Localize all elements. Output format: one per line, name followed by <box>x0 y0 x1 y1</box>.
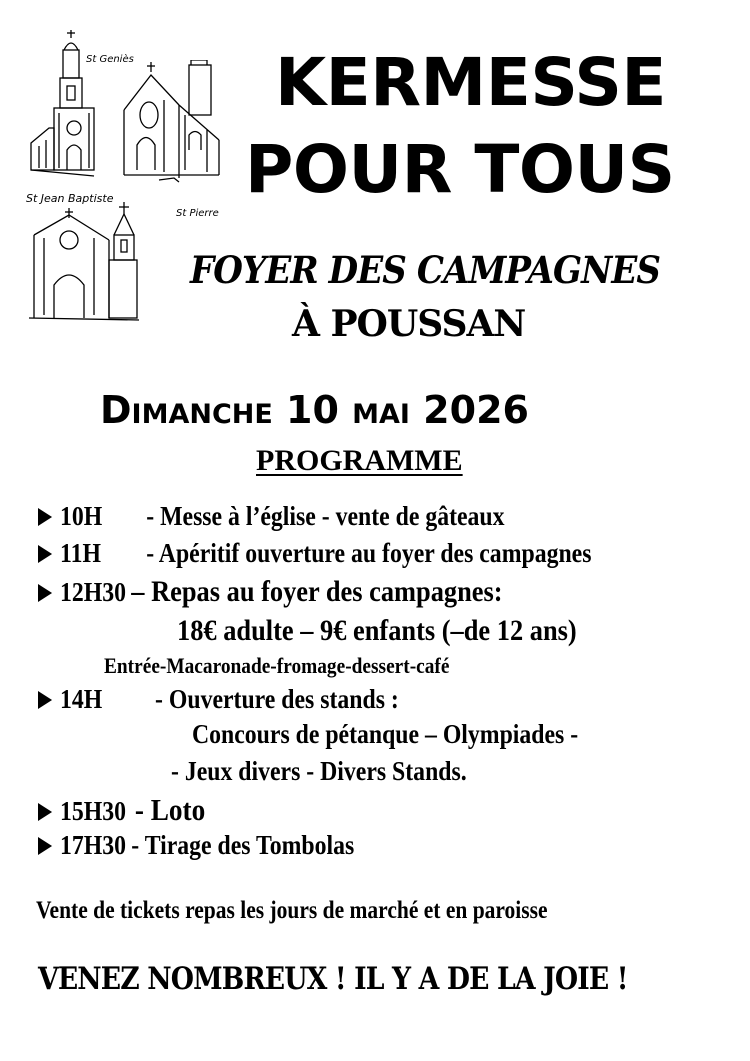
item-time: 10H <box>60 501 103 531</box>
programme-item-17h30 <box>38 830 354 861</box>
item-text: - Loto <box>134 792 206 827</box>
church-st-jean-baptiste-drawing <box>24 200 144 325</box>
venue-line-2: À POUSSAN <box>292 303 526 345</box>
triangle-bullet-icon <box>38 545 52 563</box>
church-st-genies-drawing <box>19 28 104 188</box>
programme-item-14h <box>38 684 399 715</box>
item-time: 14H <box>60 684 103 714</box>
item-text: – Repas au foyer des campagnes: <box>131 575 503 608</box>
church-label-st-pierre: St Pierre <box>176 208 219 219</box>
programme-item-12h30-price: 18€ adulte – 9€ enfants (–de 12 ans) <box>177 614 577 647</box>
event-date: Dimanche 10 mai 2026 <box>100 388 529 432</box>
programme-title: PROGRAMME <box>256 444 463 477</box>
tickets-note: Vente de tickets repas les jours de marché et en paroisse <box>36 897 548 924</box>
church-label-st-genies: St Geniès <box>86 54 134 65</box>
item-text: - Ouverture des stands : <box>155 684 399 714</box>
item-time: 12H30 <box>60 577 127 607</box>
triangle-bullet-icon <box>38 584 52 602</box>
title-line-2: POUR TOUS <box>245 131 675 208</box>
triangle-bullet-icon <box>38 803 52 821</box>
item-time: 11H <box>60 538 101 568</box>
programme-item-14h-sub-1: Concours de pétanque – Olympiades - <box>192 719 579 749</box>
closing-slogan: VENEZ NOMBREUX ! IL Y A DE LA JOIE ! <box>38 961 628 997</box>
item-time: 17H30 <box>60 830 127 860</box>
programme-item-11h <box>38 538 591 569</box>
programme-item-14h-sub-2: - Jeux divers - Divers Stands. <box>171 756 467 786</box>
programme-item-15h30 <box>38 792 205 828</box>
triangle-bullet-icon <box>38 837 52 855</box>
item-text: - Tirage des Tombolas <box>131 830 355 860</box>
programme-item-12h30-menu: Entrée-Macaronade-fromage-dessert-café <box>104 653 450 678</box>
church-label-st-jean-baptiste: St Jean Baptiste <box>26 192 114 205</box>
title-line-1: KERMESSE <box>275 44 667 121</box>
item-time: 15H30 <box>60 796 127 826</box>
church-st-pierre-drawing <box>119 60 229 185</box>
item-text: - Messe à l’église - vente de gâteaux <box>146 501 505 531</box>
venue-line-1: FOYER DES CAMPAGNES <box>190 248 661 292</box>
triangle-bullet-icon <box>38 508 52 526</box>
programme-item-10h <box>38 501 505 532</box>
item-text: - Apéritif ouverture au foyer des campagnes <box>146 538 592 568</box>
programme-item-12h30 <box>38 575 503 609</box>
triangle-bullet-icon <box>38 691 52 709</box>
